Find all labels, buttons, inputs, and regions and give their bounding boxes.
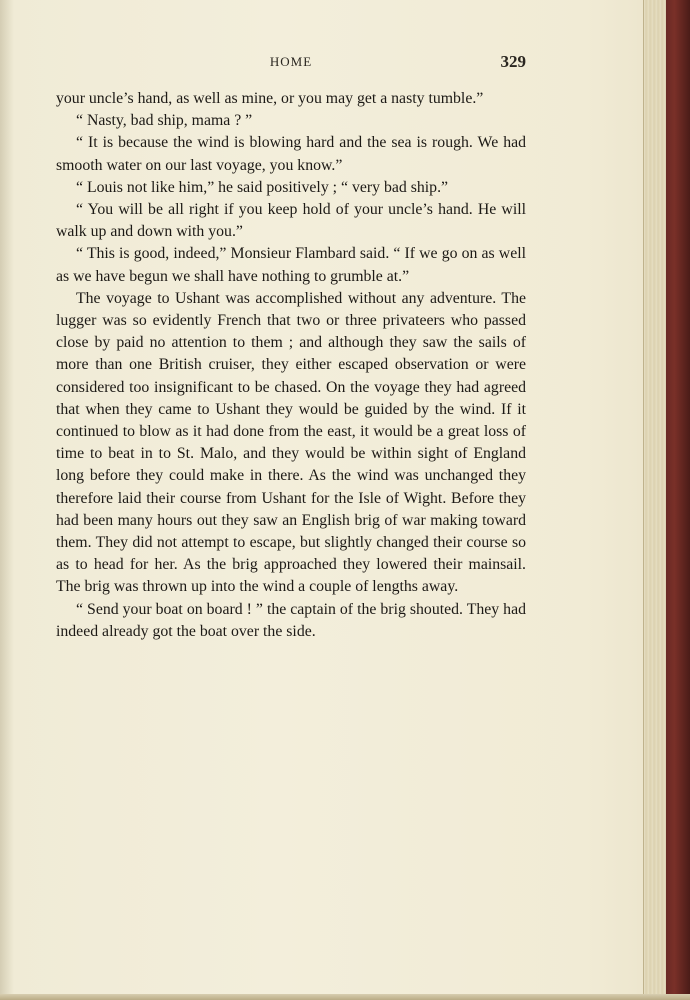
paragraph: “ Louis not like him,” he said positively ; “ very bad ship.” [76, 178, 449, 196]
paragraph: your uncle’s hand, as well as mine, or you may get a nasty tumble.” [56, 90, 484, 107]
gutter-shadow [0, 0, 14, 1000]
chapter-title: HOME [269, 54, 313, 69]
paragraph: “ You will be all right if you keep hold of your uncle’s hand. He will walk up and down with you.” [56, 201, 526, 241]
paragraph: “ It is because the wind is blowing hard and the sea is rough. We had smooth water on our last voyage, you know.” [56, 134, 526, 174]
page-bottom-edge [0, 994, 690, 1000]
page-number: 329 [500, 52, 526, 71]
body-text [56, 88, 526, 643]
running-header [56, 54, 526, 74]
paragraph: “ Nasty, bad ship, mama ? ” [76, 112, 253, 130]
paragraph: The voyage to Ushant was accomplished without any adventure. The lugger was so evidently French that two or three privateers who passed close by paid no attention to them ; and although they saw the sails of more than one British cruiser, they either escaped observation or were considered too insignificant to be chased. On the voyage they had agreed that when they came to Ushant they would be guided by the wind. If it continued to blow as it had done from the east, it would be a great loss of time to beat in to St. Malo, and they would be within sight of England long before they could make in there. As the wind was unchanged they therefore laid their course from Ushant for the Isle of Wight. Before they had been many hours out they saw an English brig of war making toward them. They did not attempt to escape, but slightly changed their course so as to head for her. As the brig approached they lowered their mainsail. The brig was thrown up into the wind a couple of lengths away. [56, 289, 526, 596]
book-edge [643, 0, 690, 1000]
paragraph: “ Send your boat on board ! ” the captain of the brig shouted. They had indeed already got the boat over the side. [56, 600, 526, 640]
paragraph: “ This is good, indeed,” Monsieur Flambard said. “ If we go on as well as we have begun we shall have nothing to grumble at.” [56, 245, 526, 285]
